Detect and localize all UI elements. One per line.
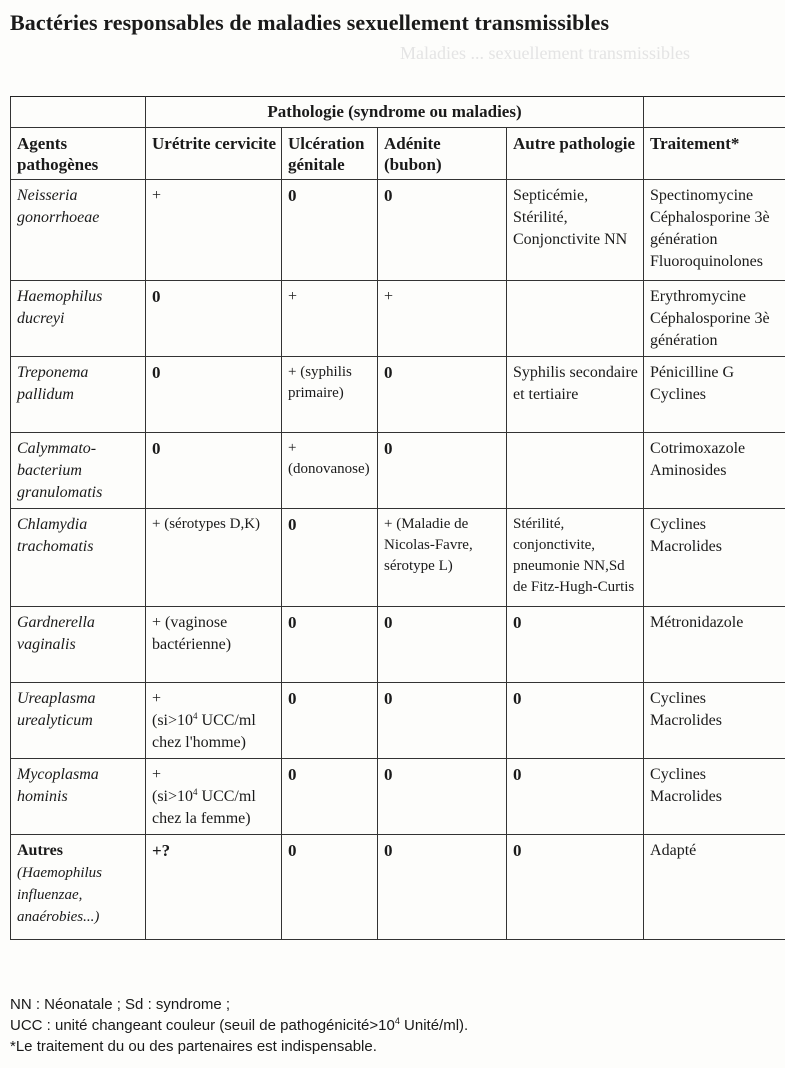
cell-adenite: 0	[378, 180, 507, 281]
cell-ulceration: +	[282, 281, 378, 357]
cell-autre: Septicémie, Stérilité, Conjonctivite NN	[507, 180, 644, 281]
col-header-traitement: Traitement*	[644, 128, 785, 180]
cell-agent: Gardnerella vaginalis	[11, 607, 146, 683]
cell-traitement: Erythromycine Céphalosporine 3è génération	[644, 281, 785, 357]
cell-uretrite: 0	[146, 281, 282, 357]
cell-agent: Calymmato- bacterium granulomatis	[11, 433, 146, 509]
uretrite-note-exponent: 4	[193, 787, 198, 797]
col-header-ulceration: Ulcération génitale	[282, 128, 378, 180]
cell-traitement: Cyclines Macrolides	[644, 509, 785, 607]
cell-adenite: 0	[378, 759, 507, 835]
cell-uretrite: +	[146, 180, 282, 281]
footnote-partner: *Le traitement du ou des partenaires est indispensable.	[10, 1038, 377, 1055]
cell-autre: 0	[507, 759, 644, 835]
page-title: Bactéries responsables de maladies sexuellement transmissibles	[10, 10, 610, 35]
cell-traitement: Spectinomycine Céphalosporine 3è génération Fluoroquinolones	[644, 180, 785, 281]
cell-traitement: Cyclines Macrolides	[644, 759, 785, 835]
cell-uretrite: 0	[146, 357, 282, 433]
cell-autre	[507, 433, 644, 509]
cell-adenite: 0	[378, 683, 507, 759]
cell-autre	[507, 281, 644, 357]
table-header-row	[11, 128, 785, 180]
header-corner	[11, 97, 146, 128]
agent-autres-label: Autres	[17, 842, 63, 859]
table-row	[11, 683, 785, 759]
cell-agent: Chlamydia trachomatis	[11, 509, 146, 607]
uretrite-note-pre: (si>10	[152, 712, 194, 729]
cell-agent: Mycoplasma hominis	[11, 759, 146, 835]
table-row	[11, 357, 785, 433]
cell-adenite: 0	[378, 357, 507, 433]
cell-autre: Syphilis secondaire et tertiaire	[507, 357, 644, 433]
table-row	[11, 607, 785, 683]
table-row	[11, 281, 785, 357]
cell-agent: Haemophilus ducreyi	[11, 281, 146, 357]
footnote-abbrev: NN : Néonatale ; Sd : syndrome ;	[10, 996, 231, 1013]
cell-ulceration: 0	[282, 759, 378, 835]
cell-uretrite: + (vaginose bactérienne)	[146, 607, 282, 683]
table-row	[11, 180, 785, 281]
cell-traitement: Adapté	[644, 835, 785, 940]
col-header-adenite: Adénite (bubon)	[378, 128, 507, 180]
cell-ulceration: 0	[282, 509, 378, 607]
footnote-ucc-exponent: 4	[394, 1016, 400, 1026]
cell-traitement: Métronidazole	[644, 607, 785, 683]
cell-uretrite: +?	[146, 835, 282, 940]
cell-adenite: 0	[378, 835, 507, 940]
footnotes	[10, 994, 468, 1057]
cell-adenite: 0	[378, 607, 507, 683]
uretrite-note-post: UCC/ml chez l'homme)	[152, 712, 256, 751]
uretrite-note-exponent: 4	[193, 711, 198, 721]
agent-autres-note: (Haemophilus influenzae, anaérobies...)	[17, 865, 102, 925]
table-row	[11, 433, 785, 509]
cell-uretrite: + (sérotypes D,K)	[146, 509, 282, 607]
cell-agent	[11, 835, 146, 940]
cell-agent: Treponema pallidum	[11, 357, 146, 433]
pathologie-group-header: Pathologie (syndrome ou maladies)	[146, 97, 644, 128]
cell-adenite: +	[378, 281, 507, 357]
col-header-uretrite: Urétrite cervicite	[146, 128, 282, 180]
uretrite-note-pre: (si>10	[152, 788, 194, 805]
cell-traitement: Pénicilline G Cyclines	[644, 357, 785, 433]
cell-adenite: + (Maladie de Nicolas-Favre, sérotype L)	[378, 509, 507, 607]
cell-ulceration: 0	[282, 683, 378, 759]
cell-uretrite	[146, 683, 282, 759]
cell-adenite: 0	[378, 433, 507, 509]
cell-autre: 0	[507, 607, 644, 683]
footnote-ucc-pre: UCC : unité changeant couleur (seuil de pathogénicité>10	[10, 1017, 395, 1034]
cell-autre: 0	[507, 835, 644, 940]
uretrite-plus: +	[152, 766, 162, 783]
footnote-ucc-post: Unité/ml).	[399, 1017, 469, 1034]
cell-agent: Neisseria gonorrhoeae	[11, 180, 146, 281]
cell-ulceration: + (donovanose)	[282, 433, 378, 509]
table-row	[11, 759, 785, 835]
cell-traitement: Cyclines Macrolides	[644, 683, 785, 759]
footnote-ucc	[10, 1015, 468, 1036]
cell-ulceration: 0	[282, 180, 378, 281]
table-group-header-row	[11, 97, 785, 128]
table-row	[11, 509, 785, 607]
header-corner-right	[644, 97, 785, 128]
col-header-autre: Autre pathologie	[507, 128, 644, 180]
cell-agent: Ureaplasma urealyticum	[11, 683, 146, 759]
cell-ulceration: 0	[282, 607, 378, 683]
std-bacteria-table	[10, 96, 785, 940]
cell-ulceration: 0	[282, 835, 378, 940]
cell-traitement: Cotrimoxazole Aminosides	[644, 433, 785, 509]
uretrite-plus: +	[152, 690, 162, 707]
bleed-through-text: Maladies ... sexuellement transmissibles	[400, 43, 690, 63]
cell-autre: Stérilité, conjonctivite, pneumonie NN,Sd de Fitz-Hugh-Curtis	[507, 509, 644, 607]
col-header-agents: Agents pathogènes	[11, 128, 146, 180]
cell-ulceration: + (syphilis primaire)	[282, 357, 378, 433]
uretrite-note-post: UCC/ml chez la femme)	[152, 788, 256, 827]
cell-uretrite	[146, 759, 282, 835]
cell-autre: 0	[507, 683, 644, 759]
cell-uretrite: 0	[146, 433, 282, 509]
table-row	[11, 835, 785, 940]
